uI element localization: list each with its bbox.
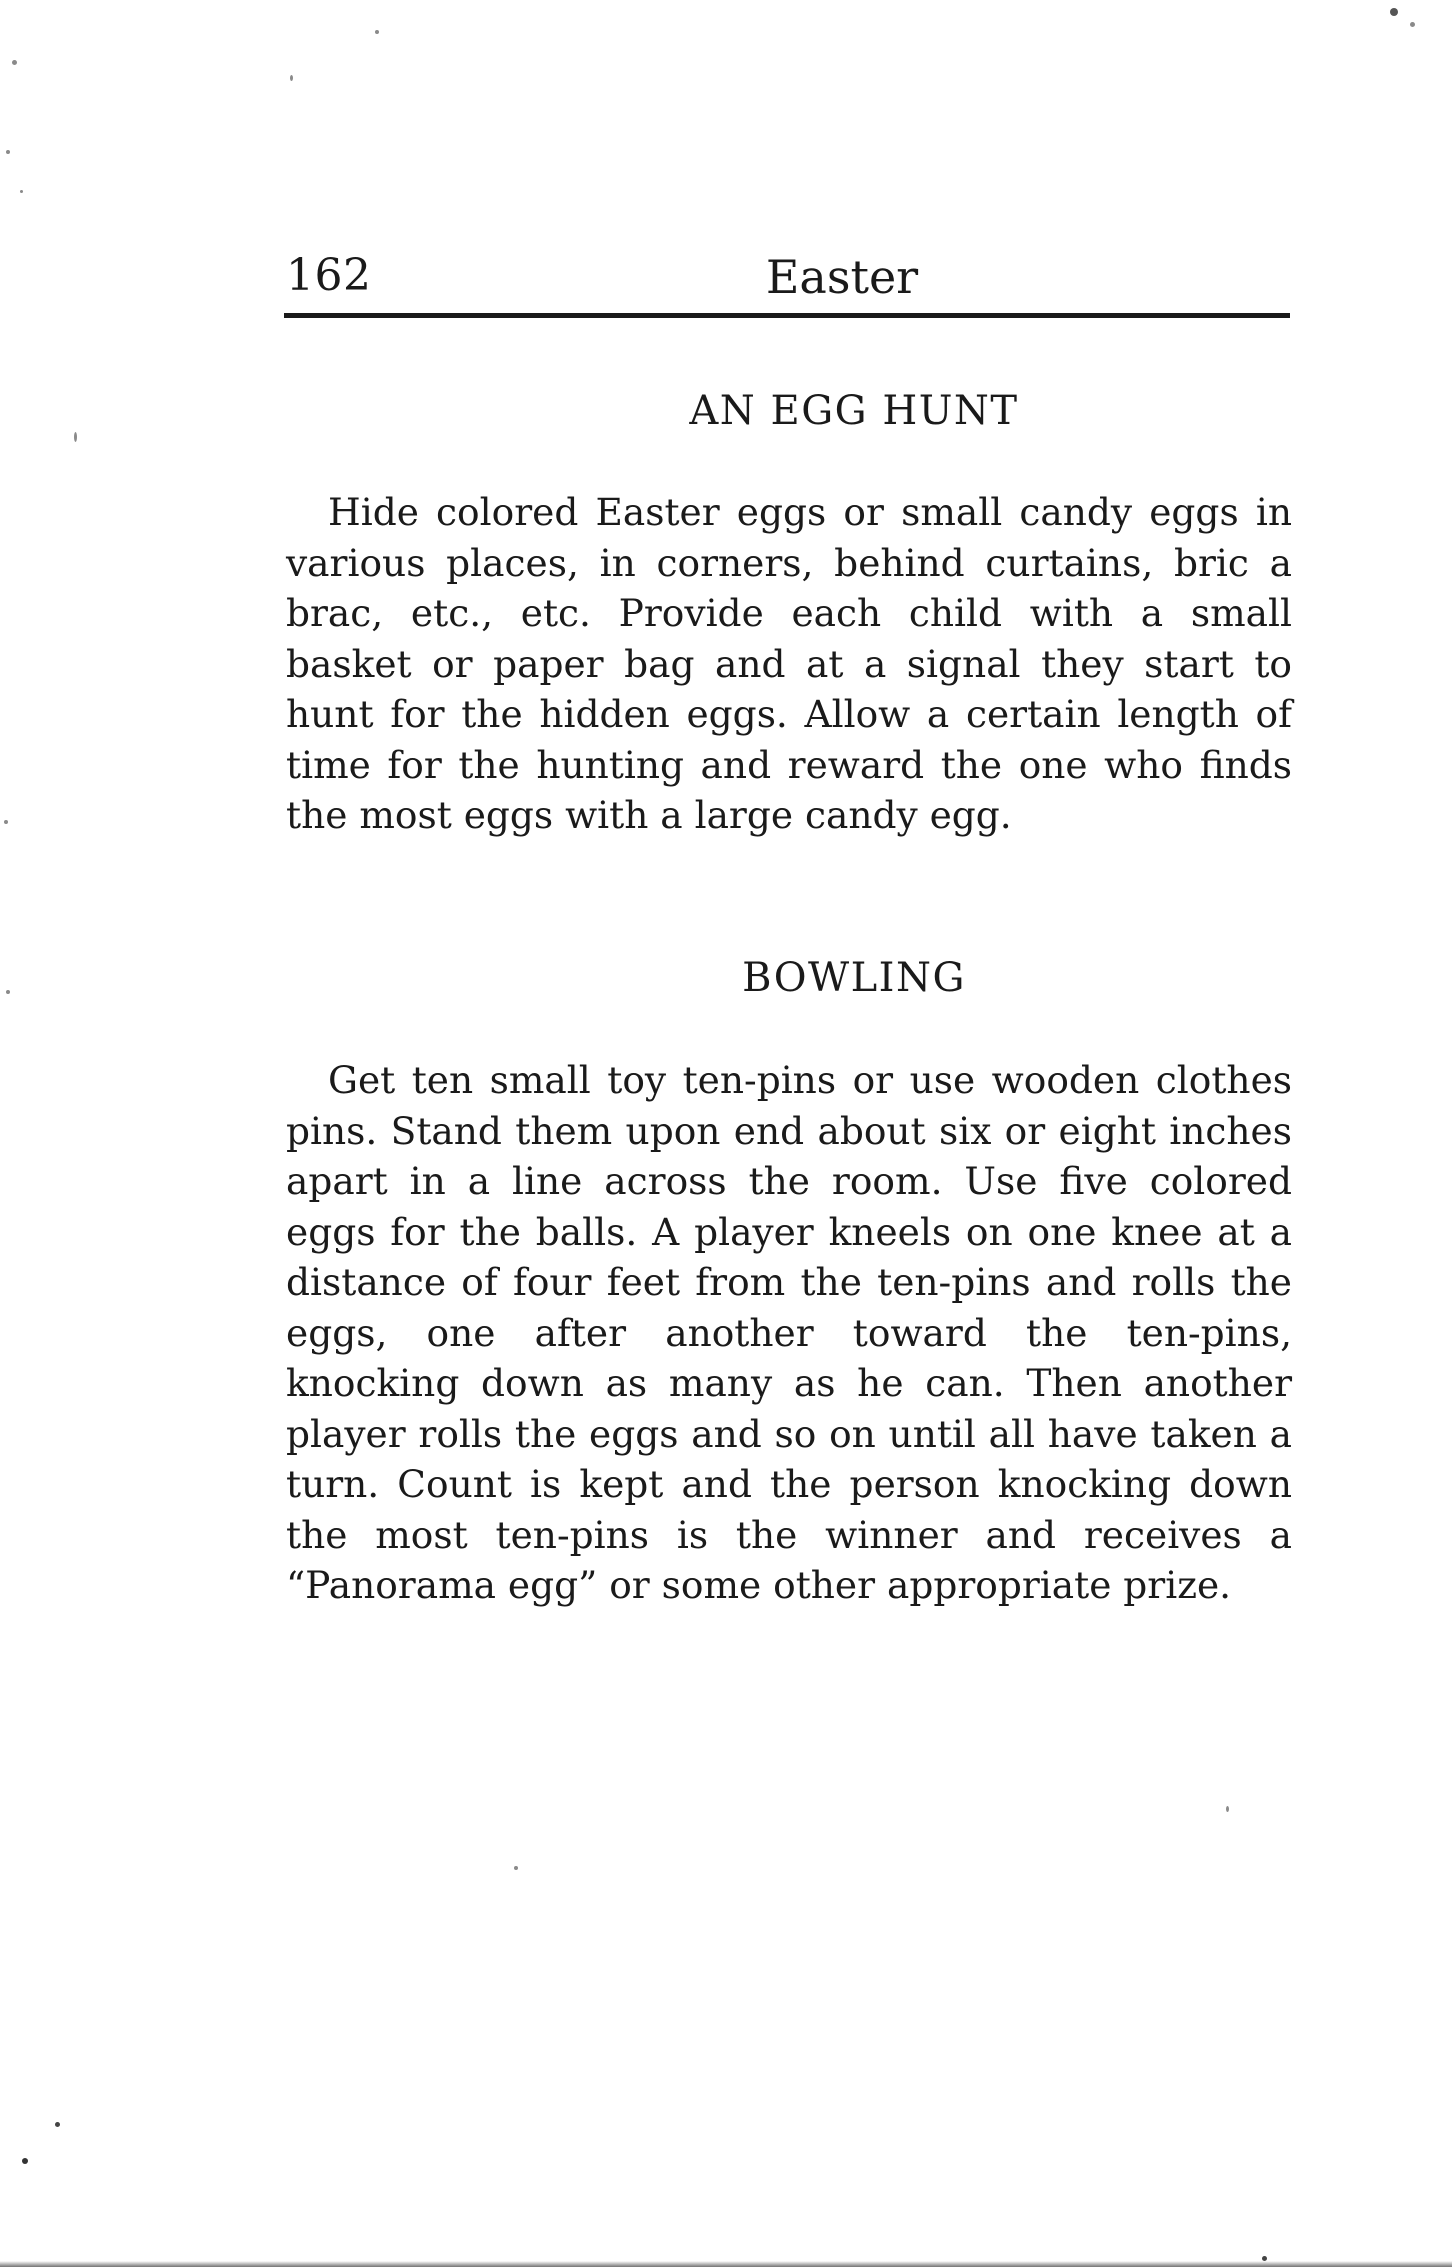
page-bottom-edge: [0, 2261, 1452, 2267]
scan-speck: [55, 2122, 60, 2127]
scan-speck: [74, 432, 77, 442]
header-rule: [284, 313, 1290, 318]
section-heading-bowling: BOWLING: [742, 955, 966, 1001]
scan-speck: [20, 190, 23, 193]
page-number: 162: [286, 250, 372, 301]
scan-speck: [514, 1866, 518, 1870]
scan-speck: [290, 75, 293, 81]
scan-speck: [1226, 1806, 1229, 1812]
scan-speck: [1410, 22, 1415, 27]
scan-speck: [22, 2158, 28, 2164]
scan-speck: [1390, 8, 1398, 16]
scan-speck: [6, 990, 10, 994]
running-title: Easter: [765, 250, 919, 304]
section-body-bowling: Get ten small toy ten-pins or use wooden clothes pins. Stand them upon end about six or eight inches apart in a line across the room. Use five colored eggs for the balls. A player kneels on one knee at a distance of four feet from the ten-pins and rolls the eggs, one after another toward the ten-pins, knocking down as many as he can. Then another player rolls the eggs and so on until all have taken a turn. Count is kept and the person knocking down the most ten-pins is the winner and receives a “Panorama egg” or some other appropriate prize.: [286, 1058, 1292, 1607]
scan-speck: [4, 820, 8, 824]
section-heading-egg-hunt: AN EGG HUNT: [689, 388, 1019, 434]
scan-speck: [12, 60, 17, 65]
scan-speck: [6, 150, 10, 154]
scan-speck: [375, 30, 379, 34]
page-header: [286, 240, 1288, 310]
section-body-egg-hunt: Hide colored Easter eggs or small candy eggs in various places, in corners, behind curtains, bric a brac, etc., etc. Provide each child with a small basket or paper bag and at a signal they start to hunt for the hidden eggs. Allow a certain length of time for the hunting and reward the one who finds the most eggs with a large candy egg.: [286, 490, 1292, 837]
